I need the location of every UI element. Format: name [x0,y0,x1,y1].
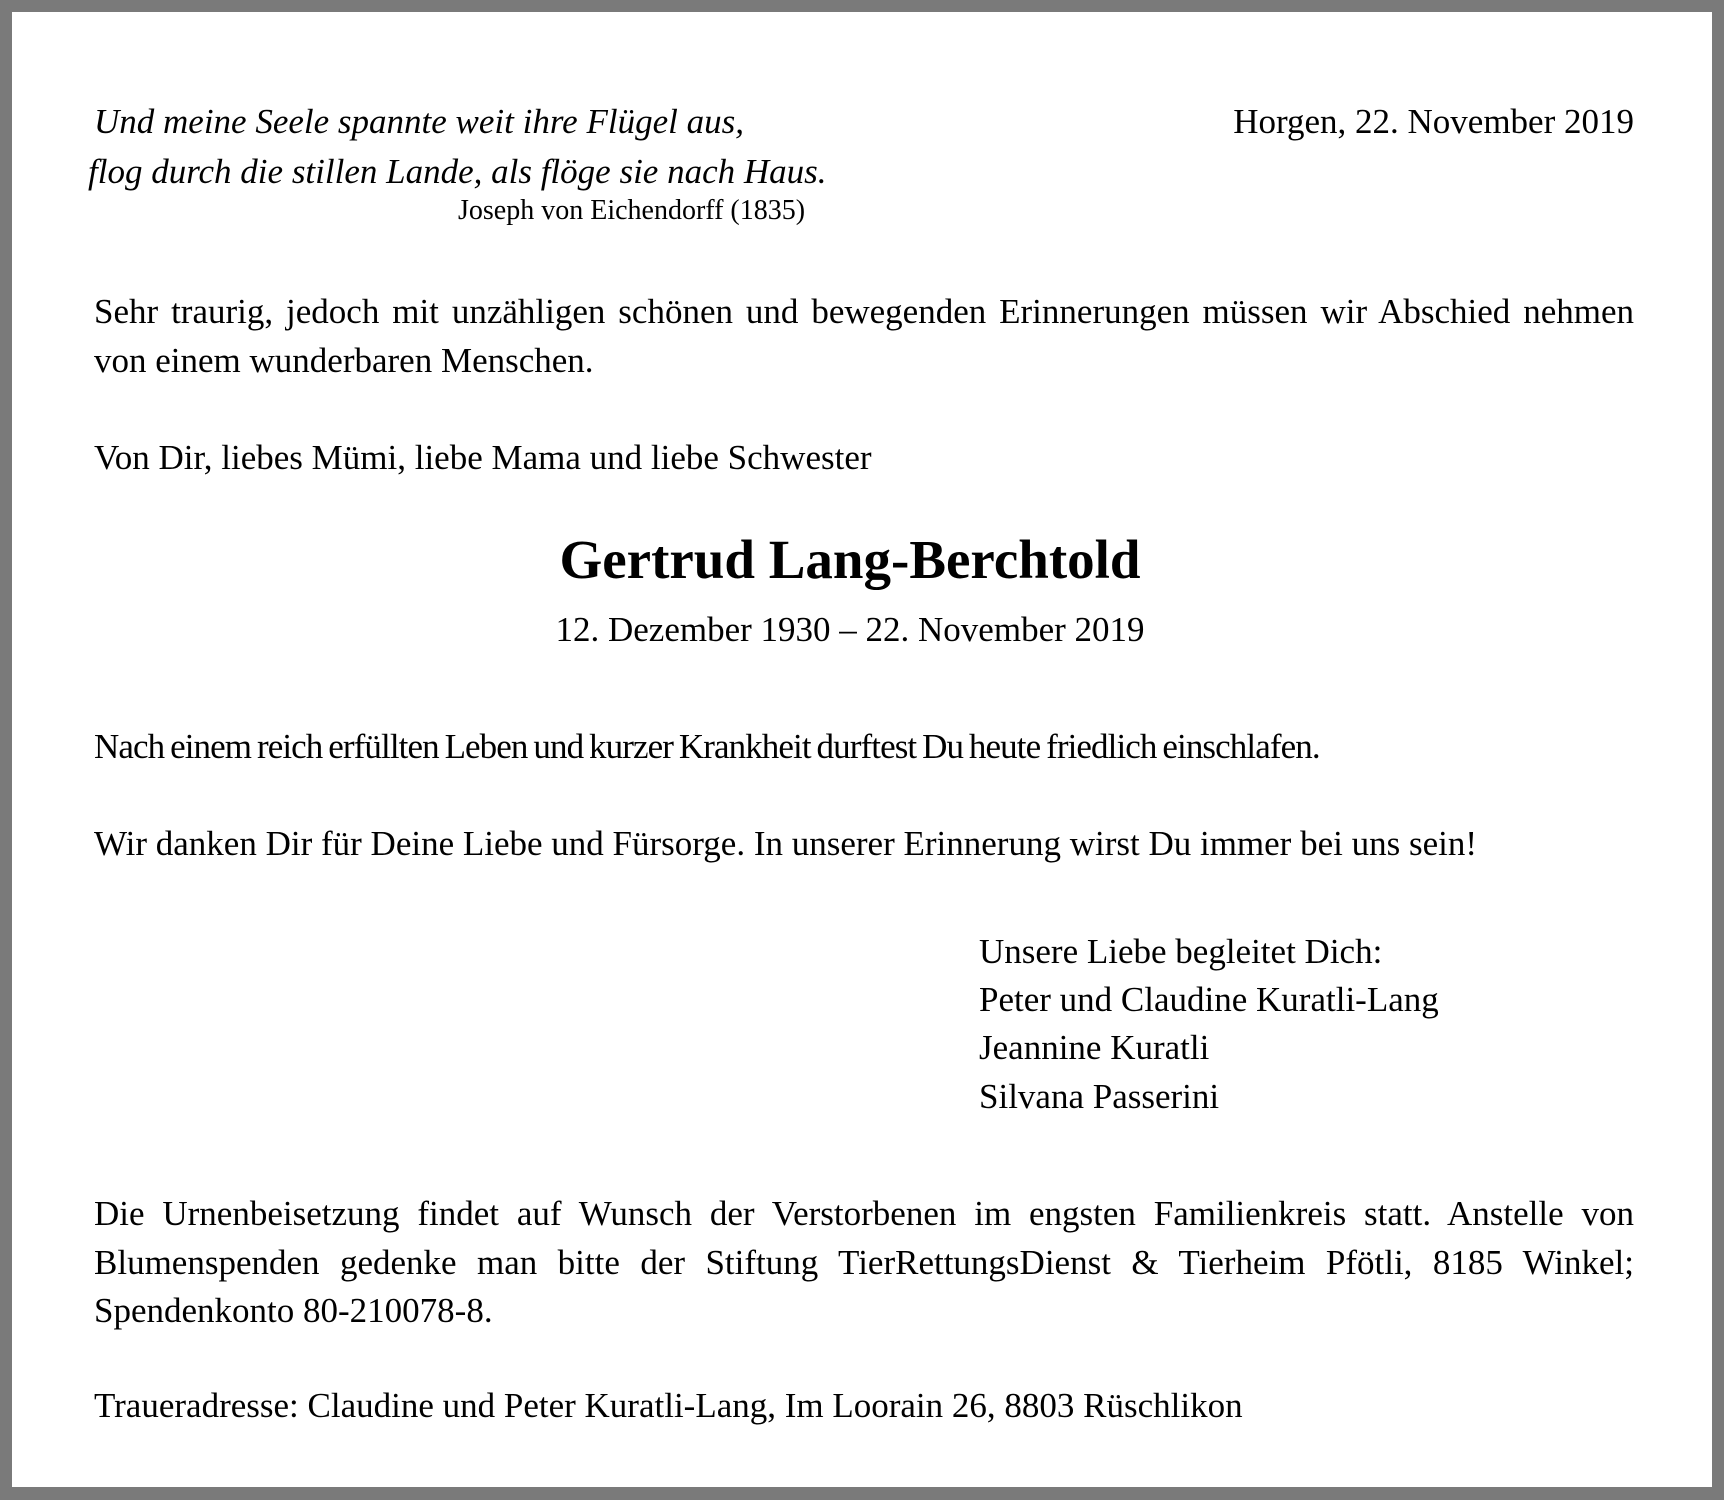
intro-paragraph: Sehr traurig, jedoch mit unzähligen schönen und bewegenden Erinnerungen müssen wir Abschied nehmen von einem wunderbaren Menschen. [94,292,1634,380]
address-line: Von Dir, liebes Mümi, liebe Mama und liebe Schwester [94,438,872,477]
mourning-address: Traueradresse: Claudine und Peter Kuratli-Lang, Im Loorain 26, 8803 Rüschlikon [94,1386,1243,1425]
signature-name: Silvana Passerini [979,1077,1220,1116]
quote-line-2: flog durch die stillen Lande, als flöge sie nach Haus. [88,152,827,191]
place-date: Horgen, 22. November 2019 [1233,102,1634,141]
quote-line-1: Und meine Seele spannte weit ihre Flügel aus, [94,102,744,141]
signature-name: Peter und Claudine Kuratli-Lang [979,980,1439,1019]
passing-paragraph: Nach einem reich erfüllten Leben und kurzer Krankheit durftest Du heute friedlich einschlafen. [94,727,1320,766]
quote-author: Joseph von Eichendorff (1835) [458,195,806,226]
signature-name: Jeannine Kuratli [979,1028,1210,1067]
thanks-paragraph: Wir danken Dir für Deine Liebe und Fürsorge. In unserer Erinnerung wirst Du immer bei uns sein! [94,824,1477,863]
obituary-page [12,12,1712,1487]
deceased-name: Gertrud Lang-Berchtold [559,529,1141,590]
signatures-heading: Unsere Liebe begleitet Dich: [979,932,1383,971]
deceased-dates: 12. Dezember 1930 – 22. November 2019 [555,610,1145,649]
funeral-info-paragraph: Die Urnenbeisetzung findet auf Wunsch der Verstorbenen im engsten Familienkreis statt. Anstelle von Blumenspenden gedenke man bitte der Stiftung TierRettungsDienst & Tierheim Pfötli, 8185 Winkel; Spendenkonto 80-210078-8. [94,1194,1634,1330]
